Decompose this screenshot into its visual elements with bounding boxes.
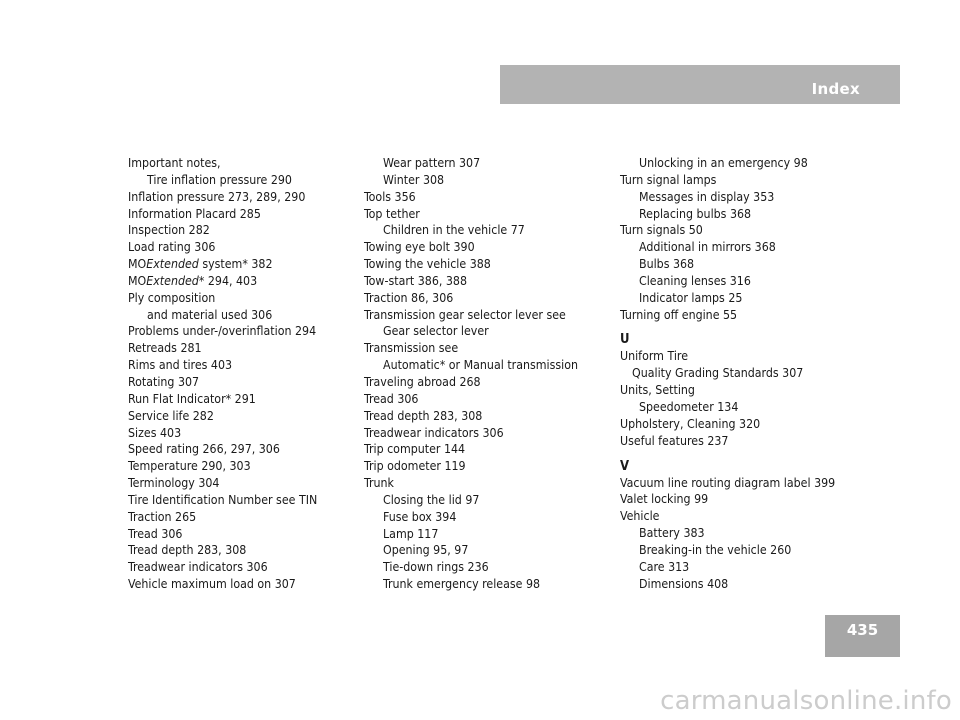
- index-entry: Trip computer 144: [364, 442, 466, 457]
- index-subentry: Care 313: [639, 559, 690, 574]
- index-entry: Upholstery, Cleaning 320: [620, 416, 761, 431]
- index-subentry: Messages in display 353: [639, 189, 775, 204]
- index-entry: Units, Setting: [620, 383, 695, 398]
- index-entry: Inspection 282: [128, 223, 210, 238]
- index-entry: Vacuum line routing diagram label 399: [620, 475, 836, 490]
- index-entry: Ply composition: [128, 290, 216, 305]
- index-subentry: Bulbs 368: [639, 257, 695, 272]
- index-entry: Sizes 403: [128, 425, 182, 440]
- entry-italic-text: Extended: [146, 257, 199, 272]
- index-entry: Trunk: [364, 476, 394, 491]
- index-entry: [128, 256, 317, 273]
- index-subentry: Cleaning lenses 316: [639, 273, 751, 288]
- index-subentry: and material used 306: [147, 307, 273, 322]
- index-entry: Tread 306: [364, 391, 419, 406]
- index-entry: Problems under-/overinflation 294: [128, 324, 317, 339]
- index-entry: Tread depth 283, 308: [364, 408, 483, 423]
- index-entry: Useful features 237: [620, 433, 729, 448]
- entry-text-after: system* 382: [198, 257, 273, 272]
- entry-italic-text: Extended: [146, 273, 199, 288]
- index-entry: Traveling abroad 268: [364, 374, 481, 389]
- index-entry: Transmission see: [364, 341, 459, 356]
- index-entry: Temperature 290, 303: [128, 459, 251, 474]
- index-entry: Tow-start 386, 388: [364, 273, 467, 288]
- index-entry: Valet locking 99: [620, 492, 709, 507]
- index-column-1: [128, 155, 317, 593]
- page-number: 435: [846, 621, 879, 639]
- index-entry: Trip odometer 119: [364, 459, 466, 474]
- index-entry: Towing the vehicle 388: [364, 257, 491, 272]
- index-entry: Service life 282: [128, 408, 214, 423]
- index-subentry: Opening 95, 97: [383, 543, 469, 558]
- index-column-2: [364, 155, 578, 593]
- index-entry: Rotating 307: [128, 374, 200, 389]
- index-entry: Important notes,: [128, 156, 221, 170]
- index-subentry: Unlocking in an emergency 98: [639, 156, 808, 170]
- index-subentry: Automatic* or Manual transmission: [383, 358, 578, 373]
- index-entry: Treadwear indicators 306: [364, 425, 504, 440]
- index-subentry: Closing the lid 97: [383, 492, 480, 507]
- index-entry: Information Placard 285: [128, 206, 261, 221]
- index-entry: Inflation pressure 273, 289, 290: [128, 189, 306, 204]
- index-subentry: Tire inflation pressure 290: [147, 172, 292, 187]
- index-entry: Turning off engine 55: [620, 307, 738, 322]
- index-subentry: Additional in mirrors 368: [639, 240, 776, 255]
- index-subentry: Speedometer 134: [639, 399, 739, 414]
- index-subentry: Battery 383: [639, 526, 705, 541]
- index-subentry: Children in the vehicle 77: [383, 223, 525, 238]
- index-entry: Retreads 281: [128, 341, 202, 356]
- index-subentry: Replacing bulbs 368: [639, 206, 752, 221]
- index-subentry: Indicator lamps 25: [639, 290, 743, 305]
- page-number-box: [825, 615, 900, 657]
- index-subentry: Wear pattern 307: [383, 156, 481, 170]
- index-entry: [128, 273, 317, 290]
- index-entry: Tools 356: [364, 189, 416, 204]
- index-subentry: Tie-down rings 236: [383, 560, 489, 575]
- index-column-3: [620, 155, 835, 592]
- index-section-letter: V: [620, 458, 630, 474]
- index-entry: Terminology 304: [128, 476, 220, 491]
- index-entry: Vehicle maximum load on 307: [128, 577, 296, 592]
- index-subentry: Trunk emergency release 98: [383, 577, 541, 592]
- index-subentry: Gear selector lever: [383, 324, 489, 339]
- index-entry: Speed rating 266, 297, 306: [128, 442, 280, 457]
- entry-text-after: * 294, 403: [198, 273, 258, 288]
- index-entry: Load rating 306: [128, 240, 216, 255]
- index-entry: Tread 306: [128, 526, 183, 541]
- index-entry: Tire Identification Number see TIN: [128, 492, 318, 507]
- page-title: Index: [811, 80, 860, 98]
- index-entry: Run Flat Indicator* 291: [128, 391, 256, 406]
- index-entry: Uniform Tire: [620, 349, 688, 364]
- index-entry: Tread depth 283, 308: [128, 543, 247, 558]
- entry-text: MO: [128, 273, 147, 288]
- index-entry: Traction 265: [128, 509, 197, 524]
- watermark[interactable]: carmanualsonline.info: [660, 686, 952, 716]
- entry-text: MO: [128, 257, 147, 272]
- index-entry: Turn signals 50: [620, 223, 703, 238]
- index-entry: Traction 86, 306: [364, 290, 454, 305]
- index-entry: Rims and tires 403: [128, 358, 233, 373]
- index-entry: Transmission gear selector lever see: [364, 307, 566, 322]
- index-entry: Towing eye bolt 390: [364, 240, 475, 255]
- index-section-letter: U: [620, 332, 630, 348]
- index-entry: Treadwear indicators 306: [128, 560, 268, 575]
- index-subentry: Quality Grading Standards 307: [632, 366, 804, 381]
- index-subentry: Dimensions 408: [639, 576, 729, 591]
- index-subentry: Fuse box 394: [383, 509, 457, 524]
- index-entry: Vehicle: [620, 509, 660, 524]
- index-entry: Top tether: [364, 206, 420, 221]
- index-subentry: Winter 308: [383, 172, 445, 187]
- index-entry: Turn signal lamps: [620, 172, 717, 187]
- index-subentry: Lamp 117: [383, 526, 439, 541]
- header-bar: [500, 65, 900, 104]
- index-subentry: Breaking-in the vehicle 260: [639, 542, 792, 557]
